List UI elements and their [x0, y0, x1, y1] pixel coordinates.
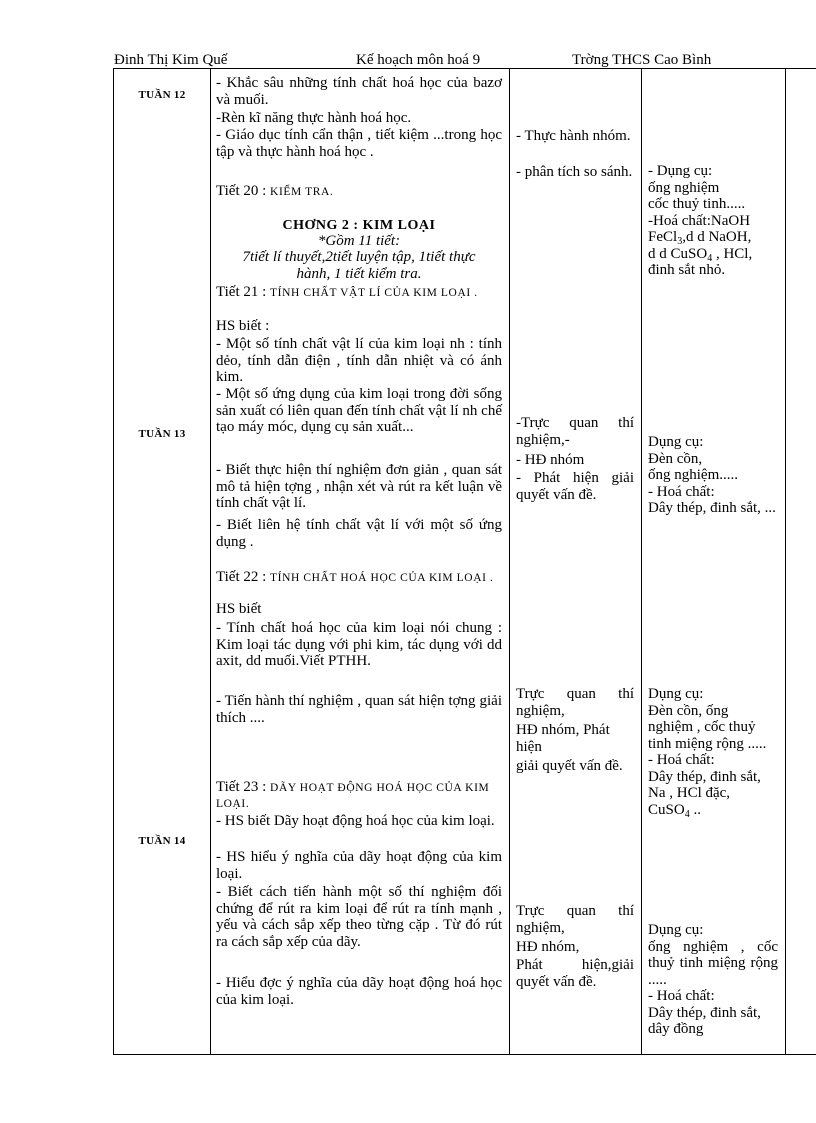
materials-t21-chem-label: - Hoá chất: — [648, 483, 715, 500]
materials-t21 — [648, 434, 778, 517]
chapter-breakdown: 7tiết lí thuyết,2tiết luyện tập, 1tiết thực hành, 1 tiết kiểm tra. — [242, 249, 476, 282]
materials-t21-tools-label: Dụng cụ: — [648, 434, 704, 450]
lesson-22-item-2: - Tiến hành thí nghiệm , quan sát hiện tợng giải thích .... — [216, 693, 502, 726]
method-t21-a: -Trực quan thí nghiệm,- — [516, 415, 634, 448]
materials-t22-chem-2: Na , HCl đặc, — [648, 785, 731, 801]
materials-w12-chem-2: d d CuSO$_4$ , HCl, — [648, 245, 753, 264]
objective-b3: - Giáo dục tính cẩn thận , tiết kiệm ...trong học tập và thực hành hoá học . — [216, 127, 502, 160]
lesson-22-label: Tiết 22 : — [216, 569, 271, 585]
materials-t21-tool-2: ống nghiệm..... — [648, 467, 738, 483]
materials-t23 — [648, 922, 778, 1053]
materials-t23-chem-2: dây đồng — [648, 1021, 704, 1037]
table-top-border — [113, 68, 816, 69]
header-plan: Kế hoạch môn hoá 9 — [356, 52, 481, 68]
method-w12-b: - phân tích so sánh. — [516, 164, 633, 180]
materials-t21-tool-1: Đèn cồn, — [648, 450, 703, 467]
lesson-21-item-1: - Một số tính chất vật lí của kim loại nh : tính dẻo, tính dẫn điện , tính dẫn nhiệt và có ánh kim. — [216, 336, 502, 385]
lesson-21-item-4: - Biết liên hệ tính chất vật lí với một số ứng dụng . — [216, 517, 502, 550]
lesson-23-item-1: - HS biết Dãy hoạt động hoá học của kim loại. — [216, 813, 495, 829]
header-school: Trờng THCS Cao Bình — [572, 52, 712, 68]
chapter-title: CHƠNG 2 : KIM LOẠI — [282, 218, 436, 233]
lesson-23-item-4: - Hiểu đợc ý nghĩa của dãy hoạt động hoá học của kim loại. — [216, 975, 502, 1008]
materials-w12 — [648, 163, 778, 279]
method-t21-c: - Phát hiện giải quyết vấn đề. — [516, 470, 634, 503]
materials-t23-tools-label: Dụng cụ: — [648, 922, 704, 938]
materials-t22-chem-label: - Hoá chất: — [648, 752, 715, 768]
materials-t23-chem-label: - Hoá chất: — [648, 988, 715, 1004]
table-bottom-border — [113, 1054, 816, 1055]
lesson-21-item-3: - Biết thực hiện thí nghiệm đơn giản , quan sát mô tả hiện tợng , nhận xét và rút ra kết luận về tính chất vật lí. — [216, 462, 502, 511]
lesson-20-title: KIỂM TRA. — [270, 186, 334, 198]
table-divider-2 — [509, 68, 510, 1054]
lesson-22 — [216, 570, 502, 586]
week-14-label: TUẦN 14 — [138, 835, 186, 847]
method-t21-b: - HĐ nhóm — [516, 452, 585, 468]
lesson-23-title: DÃY HOẠT ĐỘNG HOÁ HỌC CỦA KIM LOẠI. — [216, 782, 490, 810]
method-t22-a: Trực quan thí nghiệm, — [516, 686, 634, 719]
materials-t22-chem-3: CuSO$_4$ .. — [648, 801, 701, 820]
lesson-21-title: TÍNH CHẤT VẬT LÍ CỦA KIM LOẠI . — [270, 287, 478, 299]
lesson-22-hs: HS biết — [216, 601, 262, 617]
materials-w12-chem-1: FeCl$_3$,d d NaOH, — [648, 229, 752, 247]
materials-t22-tool-3: tinh miệng rộng ..... — [648, 735, 767, 752]
lesson-22-title: TÍNH CHẤT HOÁ HỌC CỦA KIM LOẠI . — [270, 572, 494, 584]
method-t23-a: Trực quan thí nghiệm, — [516, 903, 634, 936]
table-border-left — [113, 68, 114, 1054]
materials-t22-tool-2: nghiệm , cốc thuỷ — [648, 719, 756, 735]
materials-t21-chem-1: Dây thép, đinh sắt, ... — [648, 500, 776, 516]
lesson-21 — [216, 285, 502, 301]
materials-t23-tool-1: ống nghiệm , cốc thuỷ tinh miệng rộng ..... — [648, 938, 778, 988]
materials-w12-tool-2: cốc thuỷ tinh..... — [648, 196, 746, 212]
table-divider-4 — [785, 68, 786, 1054]
method-t22-c: giải quyết vấn đề. — [516, 758, 623, 774]
method-w12-a: - Thực hành nhóm. — [516, 128, 631, 144]
lesson-23 — [216, 780, 502, 812]
week-13-label: TUẦN 13 — [138, 428, 186, 440]
lesson-23-label: Tiết 23 : — [216, 779, 271, 795]
lesson-20-label: Tiết 20 : — [216, 183, 271, 199]
lesson-23-item-2: - HS hiểu ý nghĩa của dãy hoạt động của kim loại. — [216, 849, 502, 882]
materials-w12-tool-1: ống nghiệm — [648, 179, 720, 196]
objective-b1: - Khắc sâu những tính chất hoá học của bazơ và muối. — [216, 75, 502, 108]
table-divider-3 — [641, 68, 642, 1054]
week-12-label: TUẦN 12 — [138, 89, 186, 101]
method-t23-b: HĐ nhóm, — [516, 939, 580, 955]
lesson-22-item-1: - Tính chất hoá học của kim loại nói chung : Kim loại tác dụng với phi kim, tác dụng với dd axit, dd muối.Viết PTHH. — [216, 620, 502, 669]
lesson-23-item-3: - Biết cách tiến hành một số thí nghiệm đối chứng để rút ra kim loại để rút ra tính mạnh , yếu và cách sắp xếp theo từng cặp . Từ đó rút ra cách sắp xếp của dãy. — [216, 884, 502, 950]
materials-w12-tools-label: - Dụng cụ: — [648, 163, 713, 179]
method-t23-c: Phát hiện,giải quyết vấn đề. — [516, 957, 634, 990]
header-author: Đinh Thị Kim Quế — [114, 52, 228, 68]
materials-w12-chem-label: -Hoá chất:NaOH — [648, 212, 751, 229]
lesson-21-label: Tiết 21 : — [216, 284, 271, 300]
table-divider-1 — [210, 68, 211, 1054]
lesson-21-item-2: - Một số ứng dụng của kim loại trong đời sống sản xuất có liên quan đến tính chất vật lí nh chế tạo máy móc, dụng cụ sản xuất... — [216, 386, 502, 435]
method-t22-b: HĐ nhóm, Phát hiện — [516, 722, 610, 755]
materials-t22-chem-1: Dây thép, đinh sắt, — [648, 768, 761, 785]
lesson-20 — [216, 183, 502, 201]
chapter-count: *Gồm 11 tiết: — [317, 233, 401, 249]
materials-t22-tools-label: Dụng cụ: — [648, 686, 704, 702]
materials-t22-tool-1: Đèn cồn, ống — [648, 702, 729, 719]
lesson-21-hs: HS biết : — [216, 318, 270, 334]
materials-t23-chem-1: Dây thép, đinh sắt, — [648, 1004, 761, 1021]
materials-t22 — [648, 686, 778, 818]
objective-b2: -Rèn kĩ năng thực hành hoá học. — [216, 110, 412, 126]
materials-w12-chem-3: đinh sắt nhỏ. — [648, 262, 726, 278]
